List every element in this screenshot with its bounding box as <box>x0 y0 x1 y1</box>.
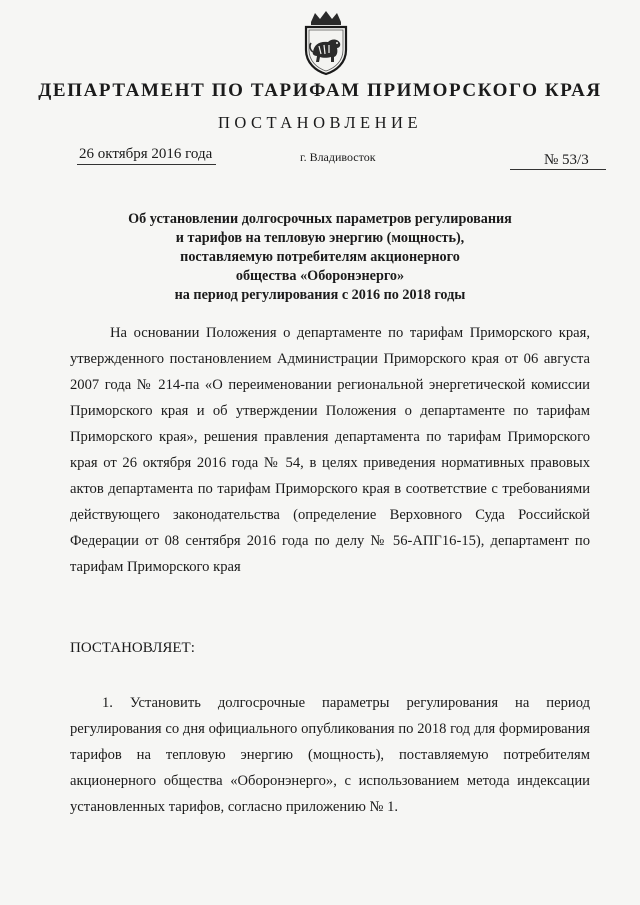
document-number: № 53/3 <box>510 152 606 170</box>
coat-of-arms-icon <box>297 10 355 76</box>
title-line: общества «Оборонэнерго» <box>235 268 405 284</box>
title-line: Об установлении долгосрочных параметров регулирования <box>128 211 512 227</box>
resolution-item: 1. Установить долгосрочные параметры регулирования на период регулирования со дня официального опубликования по 2018 год для формирования тарифов на тепловую энергию (мощность), поставляемую потребителям акционерного общества «Оборонэнерго», с использованием метода индексации установленных тарифов, согласно приложению № 1. <box>70 695 590 815</box>
title-line: поставляемую потребителям акционерного <box>180 249 460 265</box>
preamble-paragraph: На основании Положения о департаменте по тарифам Приморского края, утвержденного постановлением Администрации Приморского края от 06 августа 2007 года № 214-па «О переименовании региональной энергетической комиссии Приморского края и об утверждении Положения о департаменте по тарифам Приморского края», решения правления департамента по тарифам Приморского края от 26 октября 2016 года № 54, в целях приведения нормативных правовых актов департамента по тарифам Приморского края в соответствие с требованиями действующего законодательства (определение Верховного Суда Российской Федерации от 08 сентября 2016 года по делу № 56-АПГ16-15), департамент по тарифам Приморского края <box>70 325 590 575</box>
department-name: ДЕПАРТАМЕНТ ПО ТАРИФАМ ПРИМОРСКОГО КРАЯ <box>38 80 602 101</box>
document-title <box>0 210 640 305</box>
document-city: г. Владивосток <box>300 150 376 164</box>
document-type: ПОСТАНОВЛЕНИЕ <box>217 113 423 132</box>
title-line: на период регулирования с 2016 по 2018 годы <box>174 287 466 303</box>
title-line: и тарифов на тепловую энергию (мощность), <box>175 230 465 246</box>
document-date: 26 октября 2016 года <box>77 146 216 165</box>
preamble-block <box>70 320 590 580</box>
resolves-heading: ПОСТАНОВЛЯЕТ: <box>70 640 195 656</box>
